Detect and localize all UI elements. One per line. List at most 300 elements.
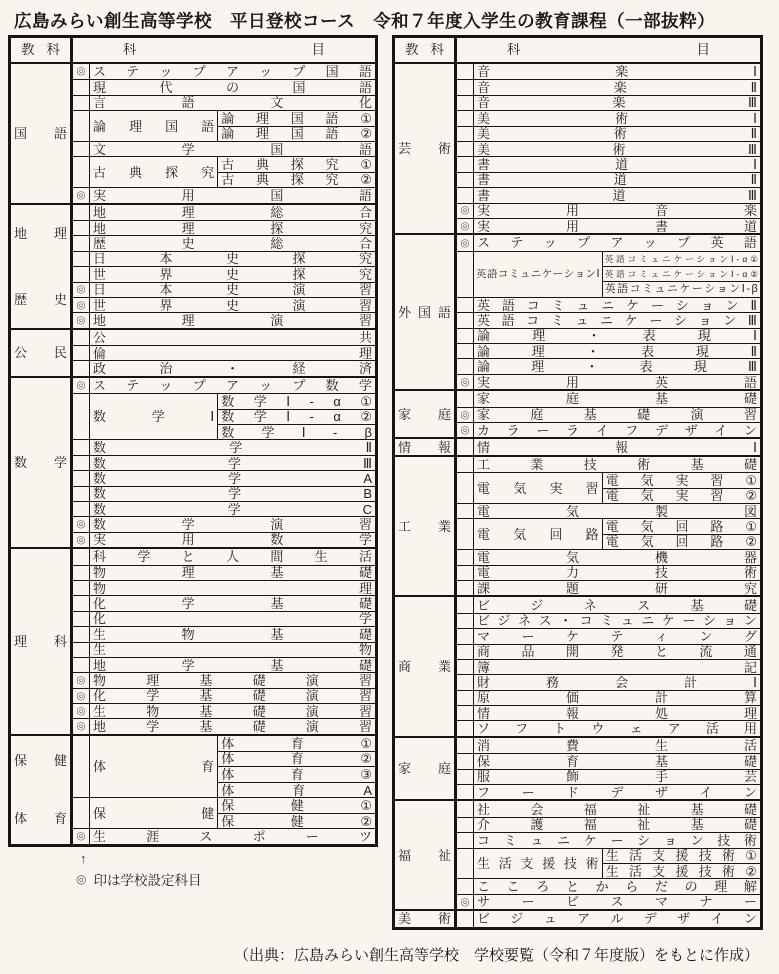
- course-row: [457, 801, 760, 816]
- course-row: [457, 894, 760, 909]
- course-cell: [474, 706, 760, 720]
- course-cell-text: カ ラ ー ラ イ フ デ ザ イ ン: [477, 423, 757, 438]
- course-cell-text: 社 会 福 祉 基 礎: [477, 801, 757, 817]
- mark-cell: [457, 235, 474, 250]
- course-row: [73, 470, 375, 485]
- course-subcell: [218, 782, 375, 798]
- table-section: [11, 64, 375, 203]
- course-group: [90, 798, 375, 828]
- section-rows: [457, 64, 760, 233]
- course-row: [73, 501, 375, 516]
- course-subcell: [218, 766, 375, 782]
- course-row: [457, 328, 760, 343]
- mark-cell: [73, 596, 90, 610]
- course-cell-text: 実 用 音 楽: [477, 203, 757, 218]
- course-cell: [90, 719, 375, 733]
- course-cell-text: 数 学 B: [93, 486, 372, 501]
- course-cell: [474, 504, 760, 518]
- course-subcell: [603, 252, 760, 266]
- course-cell-text: 英 語 コ ミ ュ ニ ケ ー シ ョ ン Ⅰ - α ①: [604, 253, 758, 264]
- mark-cell: [73, 471, 90, 485]
- mark-cell: [73, 252, 90, 266]
- course-cell-text: 家 庭 基 礎 演 習: [477, 407, 757, 422]
- course-cell: [90, 581, 375, 595]
- mark-cell: [73, 378, 90, 393]
- course-cell-text: ス テ ッ プ ア ッ プ 英 語: [477, 235, 757, 251]
- course-row: [73, 393, 375, 439]
- mark-cell: [457, 645, 474, 659]
- subject-label: 美 術: [398, 911, 451, 927]
- course-cell-text: 情 報 処 理: [477, 706, 757, 721]
- course-cell: [474, 111, 760, 125]
- mark-cell: [457, 329, 474, 343]
- course-cell: [474, 675, 760, 689]
- school-set-subject-mark-icon: ◎: [76, 705, 86, 717]
- course-cell-text: 数 学 A: [93, 471, 372, 486]
- mark-cell: [73, 549, 90, 564]
- course-subrows: [603, 849, 760, 879]
- mark-cell: [457, 473, 474, 503]
- section-rows: [457, 801, 760, 909]
- mark-cell: [457, 157, 474, 171]
- course-subcell: [603, 266, 760, 281]
- course-subcell: [218, 172, 375, 187]
- course-cell: [474, 173, 760, 187]
- mark-cell: [457, 519, 474, 549]
- course-cell-text: 倫 理: [93, 346, 372, 361]
- header-course: [73, 38, 375, 62]
- table-section: [395, 389, 760, 437]
- course-row: [457, 565, 760, 580]
- course-cell-text: 生 物 基 礎 演 習: [93, 704, 372, 719]
- mark-cell: [457, 849, 474, 879]
- course-row: [457, 251, 760, 297]
- course-cell: [474, 408, 760, 422]
- page-title: 広島みらい創生高等学校 平日登校コース 令和７年度入学生の教育課程（一部抜粋）: [14, 11, 716, 31]
- course-cell: [474, 375, 760, 389]
- course-row: [73, 64, 375, 79]
- course-cell: [90, 643, 375, 657]
- course-cell: [90, 96, 375, 110]
- course-cell-text: ス テ ッ プ ア ッ プ 数 学: [93, 378, 372, 394]
- course-row: [457, 95, 760, 110]
- course-cell: [90, 566, 375, 580]
- section-rows: [73, 64, 375, 203]
- course-row: [73, 718, 375, 733]
- course-cell-text: 日 本 史 演 習: [93, 282, 372, 297]
- course-group: [90, 736, 375, 798]
- course-row: [457, 549, 760, 564]
- subject-cell: [11, 205, 73, 328]
- course-group: [474, 849, 760, 879]
- mark-cell: [457, 252, 474, 297]
- mark-cell: [73, 502, 90, 516]
- course-cell-text: 保 健 ①: [221, 798, 372, 813]
- mark-cell: [457, 770, 474, 784]
- table-section: [395, 64, 760, 233]
- subject-label: 福 祉: [398, 847, 451, 863]
- subject-label: 国 語: [14, 125, 67, 141]
- course-row: [73, 297, 375, 312]
- table-section: [11, 203, 375, 328]
- course-subcell: [218, 424, 375, 439]
- subject-label: 理 科: [14, 634, 67, 649]
- course-cell-text: 電 気 実 習: [477, 481, 599, 495]
- course-cell: [474, 344, 760, 358]
- course-row: [73, 205, 375, 220]
- course-row: [457, 457, 760, 472]
- course-cell: [474, 566, 760, 580]
- course-cell: [90, 346, 375, 360]
- course-row: [73, 266, 375, 281]
- mark-cell: [73, 64, 90, 79]
- course-cell-text: 世 界 史 演 習: [93, 297, 372, 313]
- course-cell: [474, 721, 760, 735]
- course-cell-text: 英 語 コ ミ ュ ニ ケ ー シ ョ ン Ⅰ - α ②: [604, 269, 758, 280]
- table-section: [395, 437, 760, 454]
- course-cell: [474, 127, 760, 141]
- mark-cell: [457, 64, 474, 79]
- school-set-subject-mark-icon: ◎: [76, 314, 86, 327]
- course-cell-text: 課 題 研 究: [477, 580, 757, 596]
- section-rows: [73, 736, 375, 844]
- course-cell-text: 化 学 基 礎 演 習: [93, 688, 372, 704]
- course-cell: [474, 423, 760, 437]
- course-cell-text: コ ミ ュ ニ ケ ー シ ョ ン 技 術: [477, 833, 757, 848]
- course-row: [457, 705, 760, 720]
- mark-cell: [457, 344, 474, 358]
- mark-cell: [73, 236, 90, 250]
- subject-label: 情 報: [398, 439, 451, 455]
- subject-label: 地 理: [14, 225, 67, 241]
- course-row: [457, 374, 760, 389]
- course-cell: [90, 267, 375, 281]
- mark-cell: [457, 359, 474, 373]
- course-cell-text: 生 活 支 援 技 術 ②: [605, 863, 757, 879]
- section-rows: [457, 457, 760, 596]
- mark-cell: [73, 394, 90, 439]
- school-set-subject-mark-icon: ◎: [76, 689, 86, 702]
- mark-cell: [457, 298, 474, 312]
- course-group-cell: [90, 798, 218, 828]
- up-arrow-icon: ↑: [80, 851, 87, 866]
- course-row: [457, 172, 760, 187]
- course-group-cell: [90, 394, 218, 439]
- school-set-subject-mark-icon: ◎: [76, 872, 87, 886]
- course-cell-text: 数 学 C: [93, 501, 372, 517]
- course-cell-text: 工 業 技 術 基 礎: [477, 456, 757, 472]
- subject-cell: [395, 235, 457, 389]
- mark-cell: [73, 330, 90, 345]
- mark-cell: [457, 188, 474, 202]
- mark-cell: [73, 188, 90, 202]
- course-cell: [474, 157, 760, 171]
- mark-cell: [457, 80, 474, 94]
- subject-cell: [11, 549, 73, 734]
- subject-label: 家 庭: [398, 761, 451, 777]
- course-row: [457, 343, 760, 358]
- mark-cell: [457, 375, 474, 389]
- source-caption: （出典：広島みらい創生高等学校 学校要覧（令和７年度版）をもとに作成）: [233, 947, 759, 964]
- mark-cell: [73, 361, 90, 375]
- course-cell: [90, 596, 375, 610]
- course-row: [457, 769, 760, 784]
- subject-cell: [395, 457, 457, 596]
- course-row: [457, 358, 760, 373]
- mark-cell: [73, 673, 90, 687]
- course-row: [73, 330, 375, 345]
- course-cell-text: 体 育: [93, 760, 215, 774]
- mark-cell: [457, 895, 474, 909]
- course-cell-text: 物 理: [93, 580, 372, 596]
- header-subject: [395, 38, 457, 62]
- course-cell-text: 歴 史 総 合: [93, 236, 372, 251]
- course-cell: [90, 612, 375, 626]
- section-rows: [457, 911, 760, 926]
- course-cell: [90, 471, 375, 485]
- course-group-cell: [474, 849, 603, 879]
- course-row: [73, 565, 375, 580]
- course-cell-text: フ ー ド デ ザ イ ン: [477, 785, 757, 800]
- subject-cell: [11, 64, 73, 203]
- mark-cell: [457, 818, 474, 832]
- course-row: [457, 141, 760, 156]
- mark-cell: [457, 706, 474, 720]
- table-section: [11, 734, 375, 844]
- mark-cell: [73, 142, 90, 156]
- mark-cell: [457, 204, 474, 218]
- course-cell: [474, 391, 760, 406]
- course-row: [73, 312, 375, 327]
- course-row: [73, 439, 375, 454]
- course-row: [73, 580, 375, 595]
- course-row: [73, 736, 375, 798]
- course-subcell: [218, 409, 375, 424]
- course-cell-text: こ こ ろ と か ら だ の 理 解: [477, 879, 757, 894]
- mark-cell: [457, 566, 474, 580]
- course-cell: [90, 704, 375, 718]
- course-group: [474, 252, 760, 297]
- course-row: [457, 422, 760, 437]
- course-subrows: [218, 157, 375, 187]
- course-cell: [90, 673, 375, 687]
- table-section: [395, 455, 760, 596]
- mark-cell: [73, 267, 90, 281]
- course-cell: [474, 219, 760, 233]
- course-cell: [474, 188, 760, 202]
- course-cell: [90, 64, 375, 79]
- mark-cell: [457, 691, 474, 705]
- course-row: [73, 532, 375, 547]
- mark-cell: [457, 504, 474, 518]
- course-cell-text: 数 学 Ⅲ: [93, 455, 372, 471]
- mark-cell: [73, 658, 90, 672]
- school-set-subject-mark-icon: ◎: [76, 298, 86, 311]
- course-row: [457, 613, 760, 628]
- section-rows: [73, 549, 375, 734]
- course-cell-text: 実 用 英 語: [477, 374, 757, 390]
- course-cell-text: 書 道 Ⅲ: [477, 188, 757, 203]
- header-subject-text: 教 科: [405, 43, 444, 57]
- school-set-subject-mark-icon: ◎: [460, 236, 470, 249]
- course-cell: [90, 689, 375, 703]
- legend-note: [76, 869, 201, 889]
- school-set-subject-mark-icon: ◎: [76, 65, 86, 78]
- course-cell-text: 古 典 探 究 ②: [221, 172, 372, 188]
- section-rows: [73, 205, 375, 328]
- course-group: [474, 473, 760, 503]
- course-group: [474, 519, 760, 549]
- course-cell: [90, 330, 375, 345]
- school-set-subject-mark-icon: ◎: [76, 189, 86, 202]
- subject-cell: [395, 738, 457, 800]
- table-section: [11, 376, 375, 547]
- course-cell-text: 生 活 支 援 技 術: [477, 856, 599, 870]
- course-group-cell: [90, 157, 218, 187]
- course-cell-text: 政 治 ・ 経 済: [93, 361, 372, 376]
- course-row: [457, 580, 760, 595]
- course-row: [73, 79, 375, 94]
- mark-cell: [457, 439, 474, 454]
- course-row: [457, 472, 760, 503]
- subject-label: 数 学: [14, 455, 67, 470]
- course-cell: [90, 188, 375, 202]
- course-cell: [90, 502, 375, 516]
- course-row: [457, 659, 760, 674]
- course-subrows: [218, 111, 375, 141]
- course-cell: [474, 439, 760, 454]
- mark-cell: [73, 221, 90, 235]
- course-cell: [474, 895, 760, 909]
- mark-cell: [457, 391, 474, 406]
- course-cell: [90, 658, 375, 672]
- mark-cell: [73, 298, 90, 312]
- subject-cell: [395, 64, 457, 233]
- course-row: [457, 391, 760, 406]
- course-cell: [90, 205, 375, 220]
- course-row: [73, 595, 375, 610]
- mark-cell: [457, 142, 474, 156]
- course-cell: [90, 378, 375, 393]
- mark-cell: [73, 80, 90, 94]
- section-rows: [457, 439, 760, 454]
- course-row: [457, 79, 760, 94]
- course-cell-text: 英 語 コ ミ ュ ニ ケ ー シ ョ ン Ⅲ: [477, 313, 757, 328]
- course-cell: [474, 785, 760, 799]
- course-cell-text: 数 学 Ⅰ - α ②: [221, 409, 372, 425]
- course-cell-text: 情 報 Ⅰ: [477, 439, 757, 455]
- course-cell: [90, 80, 375, 94]
- course-cell-text: 書 道 Ⅰ: [477, 157, 757, 172]
- course-cell: [474, 597, 760, 612]
- course-cell: [90, 361, 375, 375]
- course-row: [73, 95, 375, 110]
- course-row: [457, 753, 760, 768]
- course-row: [73, 220, 375, 235]
- mark-cell: [73, 440, 90, 454]
- header-course-text: 科 目: [507, 43, 710, 57]
- course-cell: [474, 770, 760, 784]
- header-course-text: 科 目: [123, 43, 325, 57]
- course-row: [457, 848, 760, 879]
- school-set-subject-mark-icon: ◎: [460, 204, 470, 217]
- mark-cell: [73, 689, 90, 703]
- course-cell: [90, 142, 375, 156]
- course-cell: [474, 329, 760, 343]
- course-cell-text: 音 楽 Ⅱ: [477, 80, 757, 95]
- course-row: [457, 690, 760, 705]
- subject-label: 外 国 語: [398, 304, 451, 320]
- course-cell-text: 実 用 数 学: [93, 532, 372, 548]
- course-cell-text: 化 学 基 礎: [93, 596, 372, 611]
- course-row: [73, 187, 375, 202]
- course-cell-text: 論 理 国 語 ②: [221, 126, 372, 141]
- course-row: [457, 407, 760, 422]
- school-set-subject-mark-icon: ◎: [460, 423, 470, 436]
- course-row: [457, 518, 760, 549]
- course-row: [457, 817, 760, 832]
- course-cell-text: 電 気 回 路: [477, 527, 599, 541]
- course-row: [73, 657, 375, 672]
- subject-cell: [395, 597, 457, 736]
- course-cell-text: 介 護 福 祉 基 礎: [477, 817, 757, 833]
- course-cell: [90, 298, 375, 312]
- course-subcell: [218, 813, 375, 828]
- course-row: [457, 439, 760, 454]
- subject-label: 体 育: [14, 811, 67, 827]
- course-cell-text: 数 学 Ⅰ - α ①: [221, 394, 372, 409]
- course-cell: [90, 252, 375, 266]
- course-row: [73, 282, 375, 297]
- course-row: [457, 738, 760, 753]
- table-section: [395, 736, 760, 800]
- course-cell: [90, 456, 375, 470]
- course-cell: [474, 359, 760, 373]
- course-cell-text: 数 学 Ⅰ: [93, 410, 215, 424]
- course-cell-text: 生 物: [93, 642, 372, 657]
- course-cell-text: 論 理 ・ 表 現 Ⅲ: [477, 359, 757, 374]
- course-cell-text: 体 育 A: [221, 782, 372, 798]
- mark-cell: [457, 675, 474, 689]
- course-row: [73, 378, 375, 393]
- course-subcell: [218, 126, 375, 141]
- mark-cell: [457, 879, 474, 893]
- course-row: [457, 64, 760, 79]
- course-cell-text: 地 学 基 礎 演 習: [93, 719, 372, 734]
- section-rows: [457, 391, 760, 437]
- course-cell: [474, 879, 760, 893]
- course-subcell: [603, 849, 760, 863]
- mark-cell: [457, 721, 474, 735]
- course-cell-text: 英 語 コ ミ ュ ニ ケ ー シ ョ ン Ⅰ - β: [604, 283, 758, 296]
- course-subcell: [603, 863, 760, 878]
- course-subcell: [603, 519, 760, 533]
- course-row: [457, 720, 760, 735]
- mark-cell: [73, 566, 90, 580]
- course-cell-text: 電 気 実 習 ①: [605, 473, 757, 488]
- course-cell-text: 生 涯 ス ポ ー ツ: [93, 829, 372, 844]
- course-group-cell: [90, 736, 218, 798]
- course-cell: [90, 440, 375, 454]
- course-row: [457, 203, 760, 218]
- course-cell: [90, 627, 375, 641]
- section-rows: [457, 597, 760, 736]
- course-cell-text: 保 健 ②: [221, 813, 372, 829]
- course-cell: [90, 487, 375, 501]
- course-cell-text: 生 活 支 援 技 術 ①: [605, 848, 757, 863]
- course-cell-text: 音 楽 Ⅰ: [477, 64, 757, 80]
- course-cell-text: ソ フ ト ウ ェ ア 活 用: [477, 721, 757, 736]
